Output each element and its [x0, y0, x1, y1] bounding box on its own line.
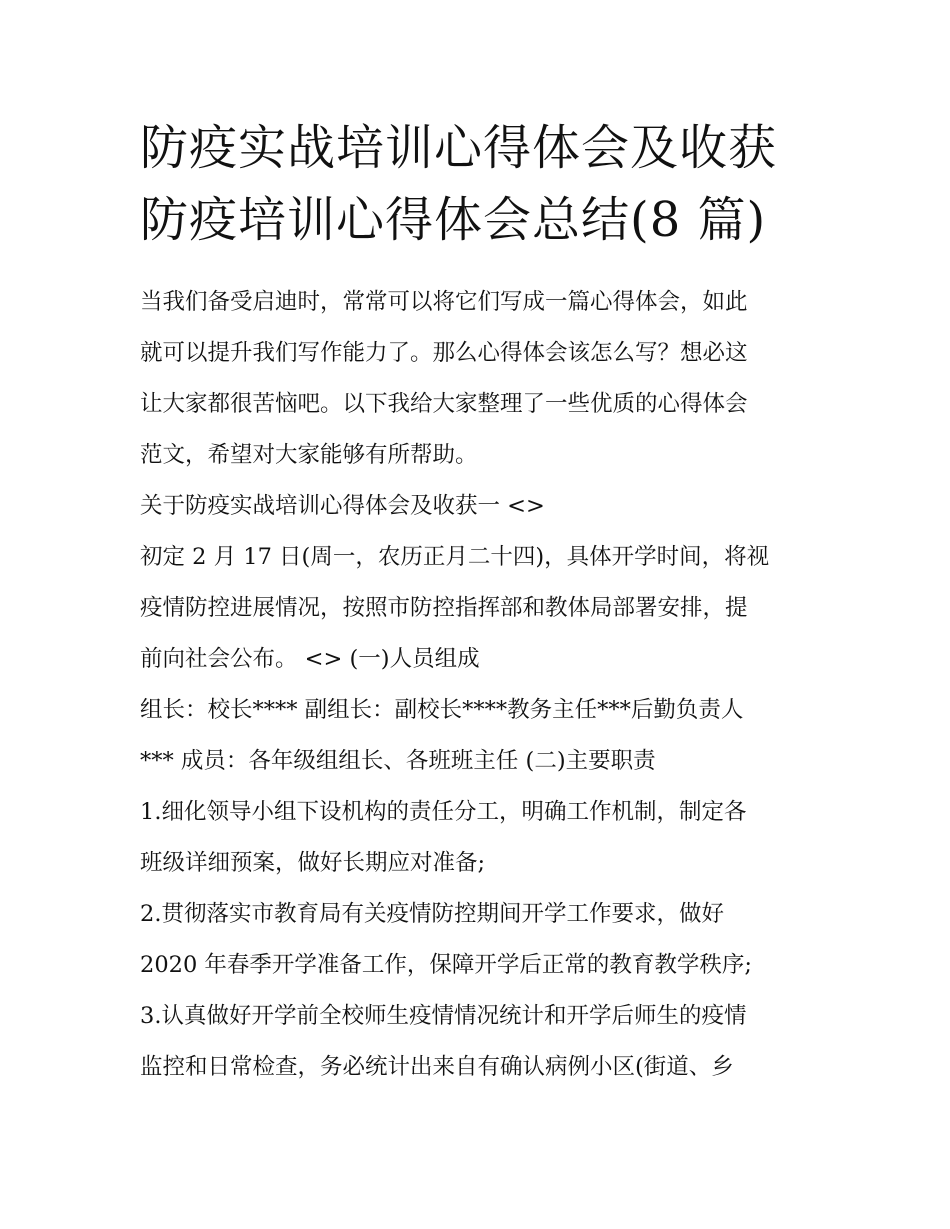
body-line: *** 成员：各年级组组长、各班班主任 (二)主要职责: [140, 748, 656, 774]
body-line: 范文，希望对大家能够有所帮助。: [140, 442, 478, 468]
list-item-line: 2.贯彻落实市教育局有关疫情防控期间开学工作要求，做好: [140, 901, 724, 927]
document-page: [140, 112, 820, 1093]
body-line: 组长：校长**** 副组长：副校长****教务主任***后勤负责人: [140, 697, 744, 723]
document-body: [140, 277, 820, 1093]
list-item-line: 班级详细预案，做好长期应对准备;: [140, 850, 486, 876]
body-line: 让大家都很苦恼吧。以下我给大家整理了一些优质的心得体会: [140, 391, 748, 417]
title-line-2: 防疫培训心得体会总结(8 篇): [140, 192, 767, 248]
list-item-line: 监控和日常检查，务必统计出来自有确认病例小区(街道、乡: [140, 1054, 734, 1080]
document-title: [140, 112, 820, 256]
list-item-line: 3.认真做好开学前全校师生疫情情况统计和开学后师生的疫情: [140, 1003, 747, 1029]
list-item-line: 1.细化领导小组下设机构的责任分工，明确工作机制，制定各: [140, 799, 747, 825]
body-line: 就可以提升我们写作能力了。那么心得体会该怎么写？想必这: [140, 340, 748, 366]
body-line: 初定 2 月 17 日(周一，农历正月二十四)，具体开学时间，将视: [140, 544, 770, 570]
section-heading-line: 关于防疫实战培训心得体会及收获一 <>: [140, 493, 545, 519]
title-line-1: 防疫实战培训心得体会及收获: [140, 120, 778, 176]
list-item-line: 2020 年春季开学准备工作，保障开学后正常的教育教学秩序;: [140, 952, 752, 978]
body-line: 前向社会公布。 <> (一)人员组成: [140, 646, 480, 672]
body-line: 疫情防控进展情况，按照市防控指挥部和教体局部署安排，提: [140, 595, 748, 621]
body-line: 当我们备受启迪时，常常可以将它们写成一篇心得体会，如此: [140, 289, 748, 315]
